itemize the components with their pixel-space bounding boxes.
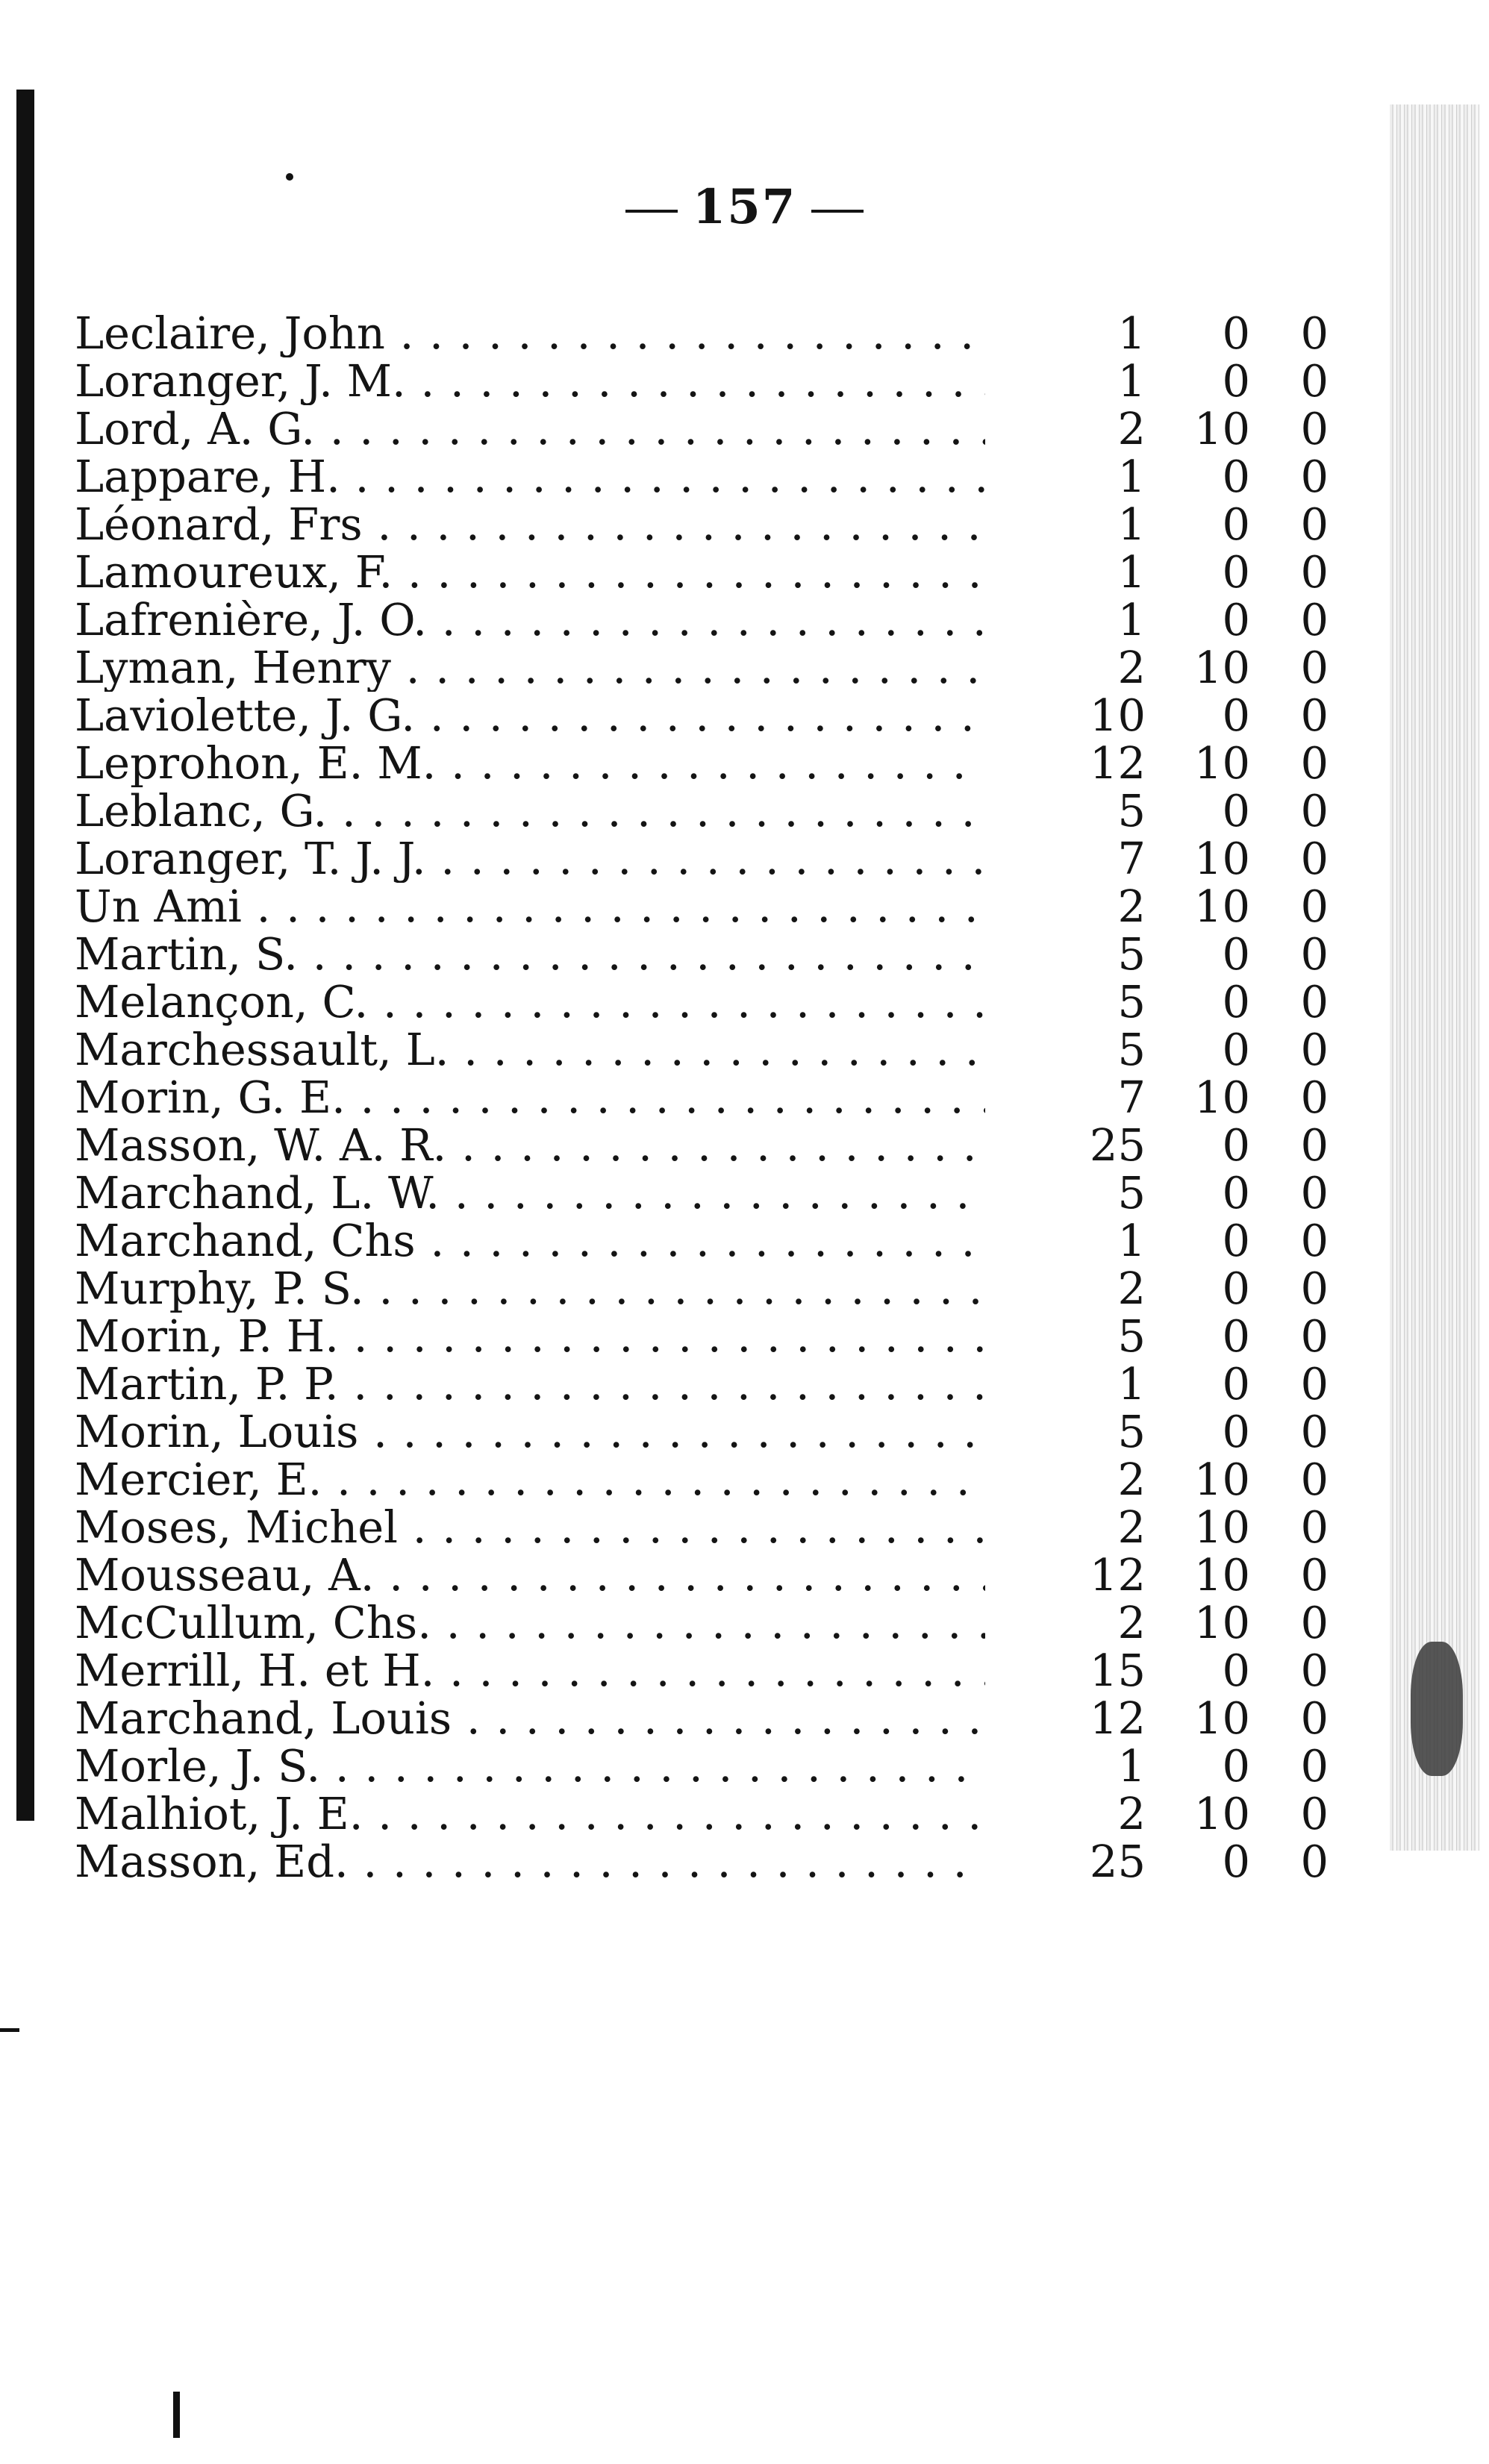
- list-item: [75, 307, 1329, 359]
- entry-pounds: 1: [1117, 498, 1146, 550]
- scan-binding-edge: [16, 90, 34, 1821]
- entry-name: Lamoureux, F. . . .: [75, 548, 985, 596]
- entry-pounds: 1: [1117, 355, 1146, 407]
- entry-shillings: 10: [1193, 1788, 1250, 1839]
- entry-shillings: 0: [1222, 307, 1250, 359]
- entry-pounds: 15: [1089, 1645, 1146, 1696]
- entry-name: Marchand, L. W. . . .: [75, 1169, 985, 1217]
- entry-shillings: 10: [1193, 1072, 1250, 1123]
- entry-pence: 0: [1300, 594, 1329, 645]
- entry-pence: 0: [1300, 1310, 1329, 1362]
- entry-pence: 0: [1300, 1836, 1329, 1887]
- entry-name: Mercier, E. . . .: [75, 1456, 985, 1504]
- entry-shillings: 10: [1193, 642, 1250, 693]
- entry-pounds: 5: [1117, 928, 1146, 980]
- entry-pounds: 1: [1117, 1215, 1146, 1266]
- entry-shillings: 0: [1222, 1310, 1250, 1362]
- entry-pounds: 5: [1117, 1024, 1146, 1075]
- entry-name: Lafrenière, J. O. . . .: [75, 596, 985, 644]
- entry-shillings: 10: [1193, 833, 1250, 884]
- entry-pence: 0: [1300, 355, 1329, 407]
- list-item: [75, 1549, 1329, 1601]
- list-item: [75, 355, 1329, 407]
- entry-pence: 0: [1300, 498, 1329, 550]
- entry-pounds: 5: [1117, 976, 1146, 1028]
- entry-shillings: 10: [1193, 1501, 1250, 1553]
- entry-name: Marchand, Louis . . .: [75, 1695, 985, 1742]
- page-number-rule-left: [625, 210, 678, 213]
- entry-pounds: 2: [1117, 1788, 1146, 1839]
- list-item: [75, 1501, 1329, 1553]
- entry-pounds: 5: [1117, 785, 1146, 837]
- entry-pounds: 2: [1117, 642, 1146, 693]
- list-item: [75, 1740, 1329, 1792]
- entry-pence: 0: [1300, 1358, 1329, 1410]
- entry-name: Moses, Michel . . .: [75, 1504, 985, 1551]
- entry-pence: 0: [1300, 785, 1329, 837]
- list-item: [75, 594, 1329, 645]
- entry-pounds: 1: [1117, 546, 1146, 598]
- list-item: [75, 1406, 1329, 1457]
- entry-pence: 0: [1300, 1072, 1329, 1123]
- entry-shillings: 0: [1222, 690, 1250, 741]
- entry-name: Leclaire, John . . .: [75, 310, 985, 357]
- entry-name: Loranger, J. M. . . .: [75, 357, 985, 405]
- entry-shillings: 0: [1222, 976, 1250, 1028]
- list-item: [75, 785, 1329, 837]
- entry-pounds: 2: [1117, 1263, 1146, 1314]
- list-item: [75, 928, 1329, 980]
- entry-shillings: 0: [1222, 594, 1250, 645]
- entry-pence: 0: [1300, 1597, 1329, 1648]
- entry-pounds: 7: [1117, 1072, 1146, 1123]
- entry-name: Morle, J. S. . . .: [75, 1742, 985, 1790]
- entry-name: Leprohon, E. M. . . .: [75, 739, 985, 787]
- list-item: [75, 881, 1329, 932]
- list-item: [75, 1072, 1329, 1123]
- entry-name: Leblanc, G. . . .: [75, 787, 985, 835]
- list-item: [75, 1215, 1329, 1266]
- entry-pence: 0: [1300, 546, 1329, 598]
- entry-pence: 0: [1300, 1501, 1329, 1553]
- list-item: [75, 1167, 1329, 1219]
- entry-shillings: 0: [1222, 546, 1250, 598]
- list-item: [75, 976, 1329, 1028]
- entry-pence: 0: [1300, 1692, 1329, 1744]
- entry-name: Laviolette, J. G. . . .: [75, 692, 985, 739]
- scan-page-edge: [1390, 104, 1479, 1851]
- entry-name: Martin, S. . . .: [75, 931, 985, 978]
- list-item: [75, 498, 1329, 550]
- entry-pounds: 12: [1089, 1692, 1146, 1744]
- entry-shillings: 0: [1222, 1263, 1250, 1314]
- entry-pence: 0: [1300, 403, 1329, 454]
- list-item: [75, 451, 1329, 502]
- entry-name: Morin, G. E. . . .: [75, 1074, 985, 1122]
- entry-pounds: 7: [1117, 833, 1146, 884]
- entry-shillings: 0: [1222, 1645, 1250, 1696]
- entry-pounds: 10: [1089, 690, 1146, 741]
- page-number-text: 157: [692, 179, 797, 235]
- subscription-list: [75, 307, 1329, 1887]
- entry-pence: 0: [1300, 1645, 1329, 1696]
- entry-shillings: 0: [1222, 1740, 1250, 1792]
- entry-pounds: 2: [1117, 1501, 1146, 1553]
- list-item: [75, 1024, 1329, 1075]
- entry-name: Marchessault, L. . . .: [75, 1026, 985, 1074]
- entry-pence: 0: [1300, 451, 1329, 502]
- entry-pence: 0: [1300, 928, 1329, 980]
- entry-name: Merrill, H. et H. . . .: [75, 1647, 985, 1695]
- entry-shillings: 0: [1222, 355, 1250, 407]
- entry-name: Mousseau, A. . . .: [75, 1551, 985, 1599]
- entry-shillings: 0: [1222, 451, 1250, 502]
- entry-name: Lyman, Henry . . .: [75, 644, 985, 692]
- entry-shillings: 0: [1222, 1167, 1250, 1219]
- entry-shillings: 10: [1193, 1549, 1250, 1601]
- entry-name: Morin, P. H. . . .: [75, 1313, 985, 1360]
- list-item: [75, 737, 1329, 789]
- entry-shillings: 10: [1193, 737, 1250, 789]
- list-item: [75, 642, 1329, 693]
- list-item: [75, 1597, 1329, 1648]
- list-item: [75, 1263, 1329, 1314]
- list-item: [75, 1358, 1329, 1410]
- entry-pence: 0: [1300, 1740, 1329, 1792]
- entry-pence: 0: [1300, 1549, 1329, 1601]
- entry-pence: 0: [1300, 690, 1329, 741]
- entry-pence: 0: [1300, 1119, 1329, 1171]
- entry-name: Melançon, C. . . .: [75, 978, 985, 1026]
- entry-name: Murphy, P. S. . . .: [75, 1265, 985, 1313]
- page-number-rule-right: [811, 210, 864, 213]
- list-item: [75, 690, 1329, 741]
- entry-pence: 0: [1300, 1167, 1329, 1219]
- entry-pounds: 12: [1089, 737, 1146, 789]
- entry-pounds: 2: [1117, 403, 1146, 454]
- entry-name: Masson, W. A. R. . . .: [75, 1122, 985, 1169]
- entry-shillings: 0: [1222, 1119, 1250, 1171]
- entry-pence: 0: [1300, 881, 1329, 932]
- list-item: [75, 1692, 1329, 1744]
- entry-name: Morin, Louis . . .: [75, 1408, 985, 1456]
- entry-pounds: 1: [1117, 594, 1146, 645]
- entry-pounds: 1: [1117, 451, 1146, 502]
- entry-pence: 0: [1300, 833, 1329, 884]
- entry-pence: 0: [1300, 642, 1329, 693]
- entry-pence: 0: [1300, 307, 1329, 359]
- entry-shillings: 10: [1193, 881, 1250, 932]
- page-number: [0, 179, 1489, 235]
- entry-pence: 0: [1300, 1263, 1329, 1314]
- entry-shillings: 10: [1193, 1692, 1250, 1744]
- entry-pounds: 5: [1117, 1406, 1146, 1457]
- list-item: [75, 546, 1329, 598]
- list-item: [75, 1788, 1329, 1839]
- entry-name: Un Ami . . .: [75, 883, 985, 931]
- entry-pounds: 1: [1117, 1740, 1146, 1792]
- entry-pounds: 1: [1117, 1358, 1146, 1410]
- entry-name: McCullum, Chs. . . .: [75, 1599, 985, 1647]
- list-item: [75, 1836, 1329, 1887]
- list-item: [75, 833, 1329, 884]
- entry-name: Masson, Ed. . . .: [75, 1838, 985, 1886]
- margin-mark: [0, 2028, 19, 2032]
- entry-name: Léonard, Frs . . .: [75, 501, 985, 548]
- entry-shillings: 0: [1222, 1836, 1250, 1887]
- entry-shillings: 0: [1222, 1406, 1250, 1457]
- list-item: [75, 403, 1329, 454]
- list-item: [75, 1454, 1329, 1505]
- entry-pounds: 25: [1089, 1119, 1146, 1171]
- entry-shillings: 0: [1222, 785, 1250, 837]
- entry-shillings: 10: [1193, 1454, 1250, 1505]
- entry-shillings: 0: [1222, 928, 1250, 980]
- margin-mark-bottom: [173, 2392, 180, 2438]
- list-item: [75, 1645, 1329, 1696]
- entry-name: Malhiot, J. E. . . .: [75, 1790, 985, 1838]
- entry-shillings: 0: [1222, 498, 1250, 550]
- entry-pence: 0: [1300, 1406, 1329, 1457]
- entry-pounds: 2: [1117, 881, 1146, 932]
- entry-name: Marchand, Chs . . .: [75, 1217, 985, 1265]
- entry-pounds: 5: [1117, 1310, 1146, 1362]
- entry-pence: 0: [1300, 1215, 1329, 1266]
- entry-pence: 0: [1300, 976, 1329, 1028]
- entry-pounds: 25: [1089, 1836, 1146, 1887]
- entry-pence: 0: [1300, 737, 1329, 789]
- entry-name: Loranger, T. J. J. . . .: [75, 835, 985, 883]
- entry-pence: 0: [1300, 1454, 1329, 1505]
- entry-shillings: 0: [1222, 1215, 1250, 1266]
- entry-pence: 0: [1300, 1024, 1329, 1075]
- entry-pence: 0: [1300, 1788, 1329, 1839]
- scan-smudge: [1411, 1642, 1463, 1776]
- entry-pounds: 2: [1117, 1597, 1146, 1648]
- list-item: [75, 1310, 1329, 1362]
- entry-pounds: 5: [1117, 1167, 1146, 1219]
- entry-name: Lord, A. G. . . .: [75, 405, 985, 453]
- entry-name: Martin, P. P. . . .: [75, 1360, 985, 1408]
- entry-shillings: 10: [1193, 403, 1250, 454]
- entry-shillings: 0: [1222, 1358, 1250, 1410]
- entry-name: Lappare, H. . . .: [75, 453, 985, 501]
- entry-pounds: 12: [1089, 1549, 1146, 1601]
- entry-pounds: 2: [1117, 1454, 1146, 1505]
- list-item: [75, 1119, 1329, 1171]
- entry-shillings: 10: [1193, 1597, 1250, 1648]
- entry-pounds: 1: [1117, 307, 1146, 359]
- entry-shillings: 0: [1222, 1024, 1250, 1075]
